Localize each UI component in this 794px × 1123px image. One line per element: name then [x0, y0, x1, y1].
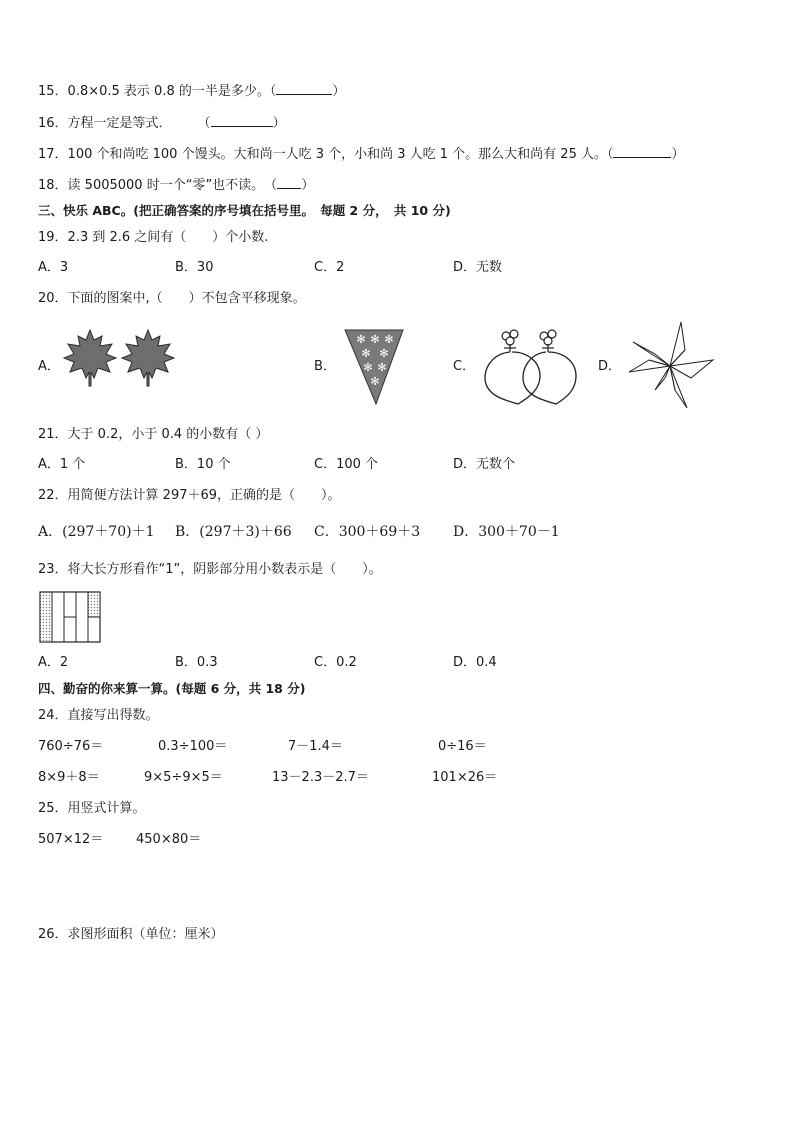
question-19: 19．2.3 到 2.6 之间有（ ）个小数.	[38, 230, 269, 245]
question-22: 22．用简便方法计算 297＋69，正确的是（ ）。	[38, 488, 341, 503]
pinwheel-icon	[625, 320, 715, 412]
option-a[interactable]: A．1 个	[38, 457, 86, 472]
option-d[interactable]: D．	[598, 359, 622, 374]
option-d[interactable]: D．0.4	[453, 655, 497, 670]
triangle-pattern-icon	[344, 329, 404, 405]
calc-item: 0÷16＝	[438, 739, 487, 754]
option-a[interactable]: A．3	[38, 260, 69, 275]
calc-item: 7－1.4＝	[288, 739, 343, 754]
option-a[interactable]: A．2	[38, 655, 69, 670]
calc-item: 8×9＋8＝	[38, 770, 100, 785]
option-d[interactable]: D．300＋70－1	[453, 524, 560, 540]
calc-item: 760÷76＝	[38, 739, 104, 754]
option-b[interactable]: B．(297＋3)＋66	[175, 524, 292, 540]
calc-item: 9×5÷9×5＝	[144, 770, 223, 785]
question-18: 18．读 5005000 时一个“零”也不读。 （ ）	[38, 178, 315, 193]
svg-text:✻: ✻	[363, 361, 373, 374]
option-a[interactable]: A．	[38, 359, 60, 374]
section-heading-3: 三、快乐 ABC。(把正确答案的序号填在括号里。 每题 2 分， 共 10 分)	[38, 203, 451, 218]
option-d[interactable]: D．无数个	[453, 457, 516, 472]
calc-item: 0.3÷100＝	[158, 739, 228, 754]
question-15: 15．0.8×0.5 表示 0.8 的一半是多少。（ ）	[38, 84, 346, 99]
option-c[interactable]: C．100 个	[314, 457, 379, 472]
option-a[interactable]: A．(297＋70)＋1	[38, 524, 155, 540]
question-25: 25．用竖式计算。	[38, 801, 146, 816]
calc-item: 13－2.3－2.7＝	[272, 770, 369, 785]
option-b[interactable]: B．30	[175, 260, 214, 275]
svg-text:✻: ✻	[384, 333, 394, 346]
rectangle-figure	[39, 591, 101, 643]
option-c[interactable]: C．2	[314, 260, 345, 275]
answer-blank[interactable]	[277, 176, 301, 189]
heart-bags-icon	[480, 326, 578, 406]
option-b[interactable]: B．0.3	[175, 655, 218, 670]
question-26: 26．求图形面积（单位：厘米）	[38, 927, 224, 942]
svg-text:✻: ✻	[379, 347, 389, 360]
question-16: 16．方程一定是等式． （ ）	[38, 116, 286, 131]
calc-item: 450×80＝	[136, 832, 202, 847]
option-b[interactable]: B．10 个	[175, 457, 231, 472]
section-heading-4: 四、勤奋的你来算一算。(每题 6 分，共 18 分)	[38, 681, 306, 696]
question-23: 23．将大长方形看作“1”，阴影部分用小数表示是（ ）。	[38, 562, 382, 577]
svg-text:✻: ✻	[356, 333, 366, 346]
option-c[interactable]: C．0.2	[314, 655, 357, 670]
answer-blank[interactable]	[276, 82, 332, 95]
svg-text:✻: ✻	[370, 333, 380, 346]
question-17: 17．100 个和尚吃 100 个馒头。大和尚一人吃 3 个，小和尚 3 人吃 1 个。那么大和尚有 25 人。（ ）	[38, 147, 685, 162]
answer-blank[interactable]	[211, 114, 273, 127]
option-d[interactable]: D．无数	[453, 260, 503, 275]
question-24: 24．直接写出得数。	[38, 708, 159, 723]
question-15-text: 15．	[38, 84, 68, 99]
question-20: 20．下面的图案中,（ ）不包含平移现象。	[38, 291, 306, 306]
svg-text:✻: ✻	[361, 347, 371, 360]
answer-blank[interactable]	[613, 145, 671, 158]
option-b[interactable]: B．	[314, 359, 336, 374]
calc-item: 101×26＝	[432, 770, 498, 785]
question-21: 21．大于 0.2，小于 0.4 的小数有（ ）	[38, 427, 269, 442]
svg-text:✻: ✻	[370, 375, 380, 388]
option-c[interactable]: C．	[453, 359, 476, 374]
svg-text:✻: ✻	[377, 361, 387, 374]
option-c[interactable]: C．300＋69＋3	[314, 524, 421, 540]
calc-item: 507×12＝	[38, 832, 104, 847]
maple-leaves-icon	[62, 328, 182, 388]
